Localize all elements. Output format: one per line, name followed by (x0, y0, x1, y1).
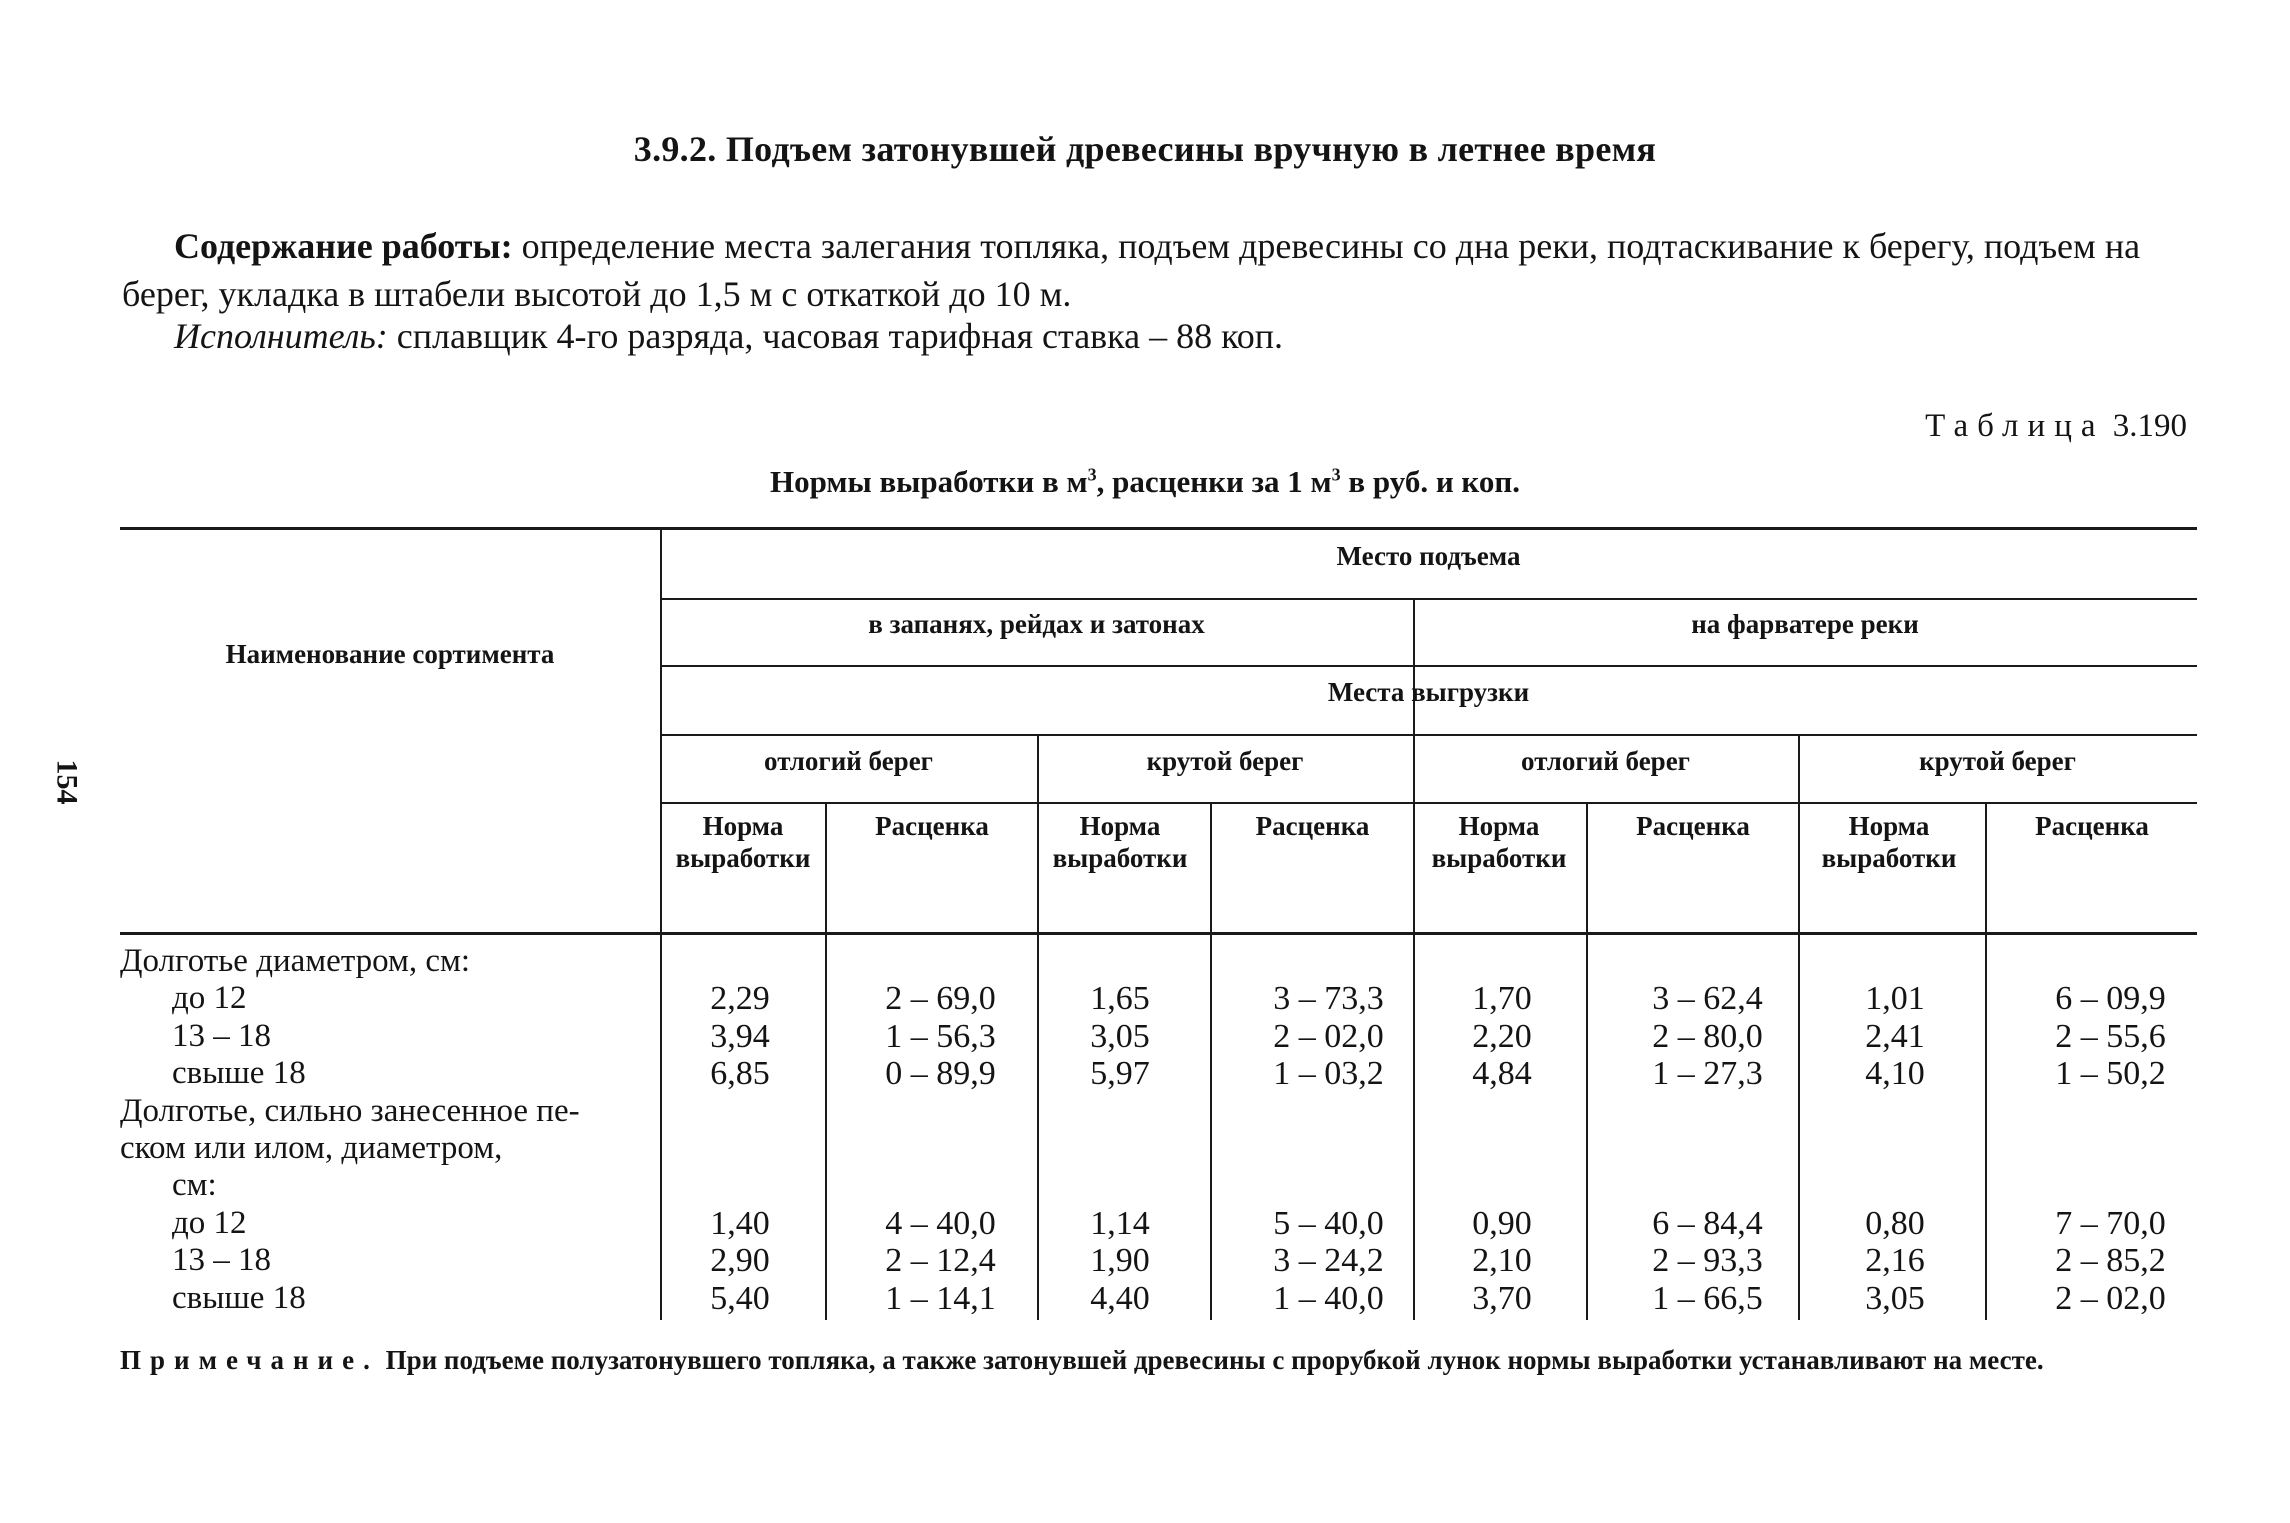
norm-cell: 2,41 (1865, 1017, 1925, 1055)
col-divider-name (660, 529, 662, 1320)
table-number (1925, 408, 2187, 445)
rate-cell: 4 – 40,0 (885, 1204, 996, 1242)
row-label: свыше 18 (172, 1279, 306, 1316)
norm-cell: 2,16 (1865, 1242, 1925, 1280)
norm-cell: 1,90 (1090, 1242, 1150, 1280)
rate-cell: 6 – 84,4 (1652, 1204, 1763, 1242)
rate-cell: 2 – 85,2 (2055, 1242, 2166, 1280)
rate-cell: 2 – 93,3 (1652, 1242, 1763, 1280)
col-divider-rate-2 (1210, 803, 1212, 1320)
table-top-rule (120, 527, 2197, 530)
header-rate-2: Расценка (1255, 811, 1370, 841)
norm-cell: 4,84 (1472, 1055, 1532, 1093)
rate-cell: 2 – 02,0 (1273, 1017, 1384, 1055)
row-label: Долготье диаметром, см: (120, 943, 471, 979)
executor-text: сплавщик 4-го разряда, часовая тарифная ставка – 88 коп. (396, 316, 1284, 356)
rate-cell: 1 – 27,3 (1652, 1055, 1763, 1093)
header-norm-2: Норма выработки (1052, 811, 1188, 873)
norm-cell: 2,29 (710, 980, 770, 1018)
norm-cell: 4,10 (1865, 1055, 1925, 1093)
norm-cell: 0,90 (1472, 1204, 1532, 1242)
section-heading: 3.9.2. Подъем затонувшей древесины вручную в летнее время (633, 129, 1657, 169)
caption-part-c: в руб. и коп. (1340, 464, 1520, 499)
row-label: до 12 (172, 980, 247, 1017)
rate-cell: 0 – 89,9 (885, 1055, 996, 1093)
header-bank-3: отлогий берег (1521, 746, 1690, 776)
norm-cell: 4,40 (1090, 1279, 1150, 1317)
norm-cell: 3,70 (1472, 1279, 1532, 1317)
rate-cell: 1 – 14,1 (885, 1279, 996, 1317)
norm-cell: 6,85 (710, 1055, 770, 1093)
norm-cell: 1,70 (1472, 980, 1532, 1018)
rule-under-place-unload (660, 734, 2197, 736)
rate-cell: 2 – 80,0 (1652, 1017, 1763, 1055)
rate-cell: 1 – 56,3 (885, 1017, 996, 1055)
norm-cell: 0,80 (1865, 1204, 1925, 1242)
page-number: 154 (50, 759, 84, 805)
rate-cell: 3 – 24,2 (1273, 1242, 1384, 1280)
header-norm-1: Норма выработки (675, 811, 811, 873)
norm-cell: 5,40 (710, 1279, 770, 1317)
norm-cell: 5,97 (1090, 1055, 1150, 1093)
rate-cell: 2 – 55,6 (2055, 1017, 2166, 1055)
col-divider-bank-1 (1037, 734, 1039, 1320)
row-label: Долготье, сильно занесенное пе- (120, 1092, 580, 1129)
note-text: При подъеме полузатонувшего топляка, а также затонувшей древесины с прорубкой лунок нормы выработки устанавливают на месте. (385, 1345, 2044, 1375)
row-label: ском или илом, диаметром, (120, 1130, 503, 1166)
executor-paragraph (174, 312, 2254, 360)
table-caption (0, 464, 2290, 500)
norm-cell: 1,65 (1090, 980, 1150, 1018)
header-bank-4: крутой берег (1919, 746, 2076, 776)
note-label: Примечание. (120, 1345, 379, 1375)
table-note (120, 1342, 2195, 1379)
header-name-column: Наименование сортимента (225, 639, 555, 669)
table-number-value: 3.190 (2112, 408, 2187, 444)
caption-sup-a: 3 (1087, 464, 1097, 485)
norm-cell: 2,10 (1472, 1242, 1532, 1280)
col-divider-rate-3 (1586, 803, 1588, 1320)
caption-part-a: Нормы выработки в м (769, 464, 1088, 499)
rate-cell: 7 – 70,0 (2055, 1204, 2166, 1242)
norm-cell: 1,14 (1090, 1204, 1150, 1242)
header-rate-3: Расценка (1636, 811, 1750, 841)
norm-cell: 2,90 (710, 1242, 770, 1280)
row-label: до 12 (172, 1204, 247, 1241)
rate-cell: 5 – 40,0 (1273, 1204, 1384, 1242)
header-zone-2: на фарватере реки (1691, 609, 1919, 639)
rate-cell: 1 – 40,0 (1273, 1279, 1384, 1317)
rate-cell: 2 – 12,4 (885, 1242, 996, 1280)
rule-under-banks (660, 802, 2197, 804)
row-label: см: (172, 1167, 217, 1204)
header-norm-3: Норма выработки (1431, 811, 1567, 873)
table-header-bottom-rule (120, 932, 2197, 935)
col-divider-rate-4 (1985, 803, 1987, 1320)
caption-sup-b: 3 (1331, 464, 1341, 485)
norm-cell: 3,05 (1865, 1279, 1925, 1317)
header-rate-1: Расценка (875, 811, 989, 841)
rate-cell: 2 – 02,0 (2055, 1279, 2166, 1317)
norm-cell: 2,20 (1472, 1017, 1532, 1055)
work-content-text: определение места залегания топляка, подъем древесины со дна реки, подтаскивание к берегу, подъем на берег, укладка в штабели высотой до 1,5 м с откаткой до 10 м. (122, 226, 2141, 314)
col-divider-bank-3 (1798, 734, 1800, 1320)
table-label: Таблица (1925, 408, 2105, 444)
rate-cell: 1 – 66,5 (1652, 1279, 1763, 1317)
rule-under-place-lift (660, 598, 2197, 600)
header-zone-1: в запанях, рейдах и затонах (868, 609, 1205, 639)
norm-cell: 1,01 (1865, 980, 1925, 1018)
rate-cell: 1 – 50,2 (2055, 1055, 2166, 1093)
header-bank-2: крутой берег (1146, 746, 1304, 776)
rate-cell: 3 – 73,3 (1273, 980, 1384, 1018)
rate-cell: 2 – 69,0 (885, 980, 996, 1018)
header-norm-4: Норма выработки (1821, 811, 1957, 873)
rate-cell: 1 – 03,2 (1273, 1055, 1384, 1093)
norm-cell: 3,94 (710, 1017, 770, 1055)
norm-cell: 1,40 (710, 1204, 770, 1242)
caption-part-b: , расценки за 1 м (1096, 464, 1332, 499)
col-divider-rate-1 (825, 803, 827, 1320)
rule-under-zones (660, 665, 2197, 667)
work-content-label: Содержание работы: (174, 226, 513, 266)
header-place-unload: Места выгрузки (1327, 677, 1530, 707)
norm-cell: 3,05 (1090, 1017, 1150, 1055)
executor-label: Исполнитель: (174, 316, 388, 356)
rate-cell: 3 – 62,4 (1652, 980, 1763, 1018)
row-label: 13 – 18 (172, 1242, 271, 1279)
header-bank-1: отлогий берег (764, 746, 933, 776)
work-content-paragraph (122, 222, 2202, 318)
row-label: свыше 18 (172, 1055, 306, 1092)
header-rate-4: Расценка (2035, 811, 2149, 841)
header-place-lift: Место подъема (1336, 541, 1521, 571)
rate-cell: 6 – 09,9 (2055, 980, 2166, 1018)
row-label: 13 – 18 (172, 1017, 271, 1054)
